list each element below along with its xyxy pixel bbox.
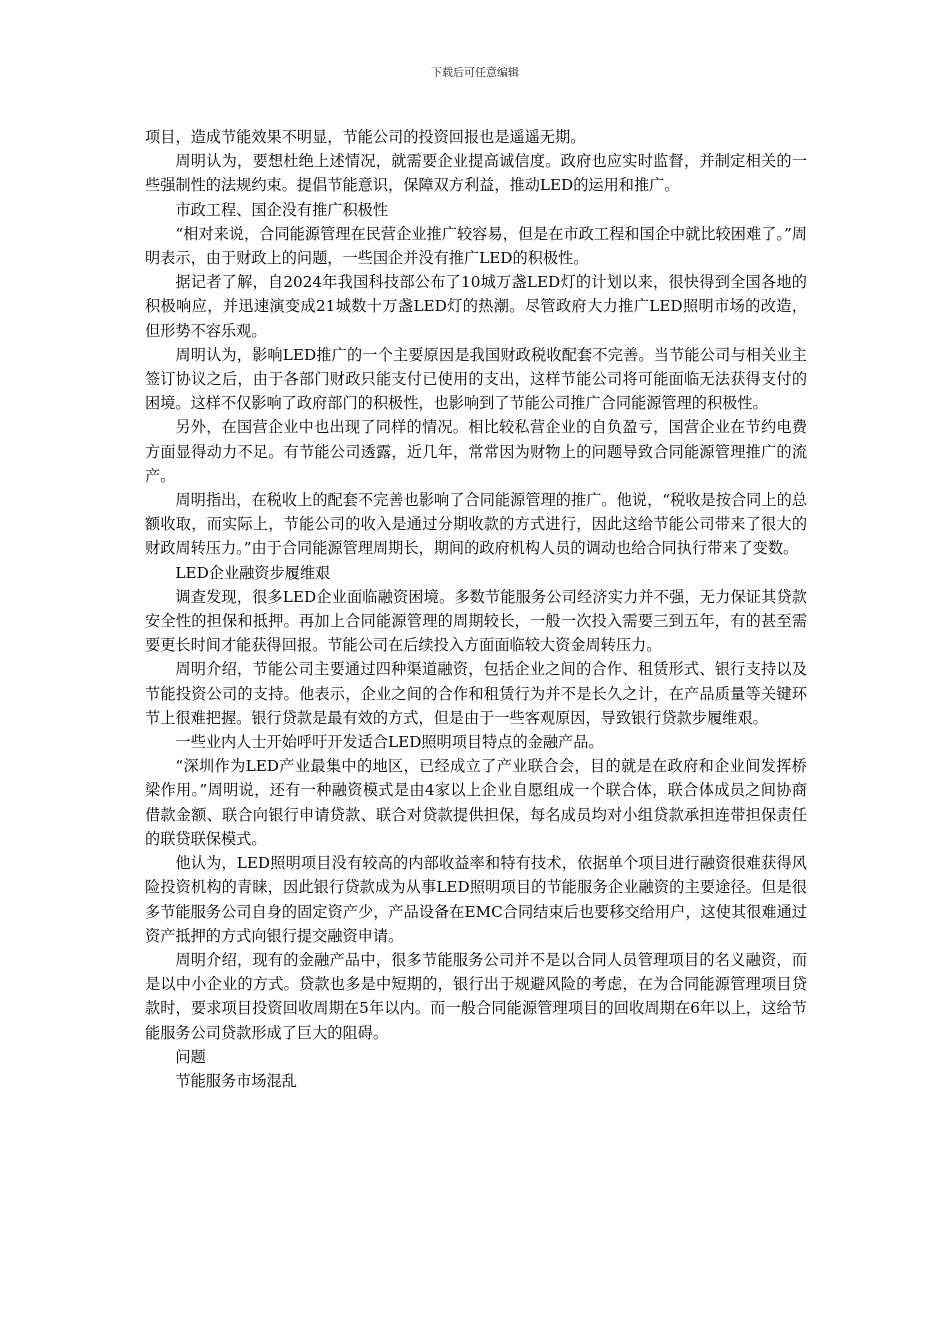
paragraph: 周明介绍，现有的金融产品中，很多节能服务公司并不是以合同人员管理项目的名义融资，而是以中小企业的方式。贷款也多是中短期的，银行出于规避风险的考虑，在为合同能源管理项目贷款时，要求项目投资回收周期在5年以内。而一般合同能源管理项目的回收周期在6年以上，这给节能服务公司贷款形成了巨大的阻碍。 [145,950,807,1042]
section-heading: 市政工程、国企没有推广积极性 [175,200,389,219]
section-heading: LED企业融资步履维艰 [175,563,331,582]
document-body [145,125,807,1093]
paragraph: 项目，造成节能效果不明显，节能公司的投资回报也是遥遥无期。 [145,128,586,146]
paragraph: 周明指出，在税收上的配套不完善也影响了合同能源管理的推广。他说，“税收是按合同上的总额收取，而实际上，节能公司的收入是通过分期收款的方式进行，因此这给节能公司带来了很大的财政周转压力。”由于合同能源管理周期长，期间的政府机构人员的调动也给合同执行带来了变数。 [145,491,807,558]
paragraph: 周明认为，影响LED推广的一个主要原因是我国财政税收配套不完善。当节能公司与相关业主签订协议之后，由于各部门财政只能支付已使用的支出，这样节能公司将可能面临无法获得支付的困境。这样不仅影响了政府部门的积极性，也影响到了节能公司推广合同能源管理的积极性。 [145,345,807,413]
paragraph: 据记者了解，自2024年我国科技部公布了10城万盏LED灯的计划以来，很快得到全国各地的积极响应，并迅速演变成21城数十万盏LED灯的热潮。尽管政府大力推广LED照明市场的改造，但形势不容乐观。 [145,273,807,340]
paragraph: “相对来说，合同能源管理在民营企业推广较容易，但是在市政工程和国企中就比较困难了。”周明表示，由于财政上的问题，一些国企并没有推广LED的积极性。 [145,224,807,268]
paragraph: 他认为，LED照明项目没有较高的内部收益率和特有技术，依据单个项目进行融资很难获得风险投资机构的青睐，因此银行贷款成为从事LED照明项目的节能服务企业融资的主要途径。但是很多节能服务公司自身的固定资产少，产品设备在EMC合同结束后也要移交给用户，这使其很难通过资产抵押的方式向银行提交融资申请。 [145,854,807,945]
section-heading: 节能服务市场混乱 [175,1071,297,1090]
paragraph: “深圳作为LED产业最集中的地区，已经成立了产业联合会，目的就是在政府和企业间发挥桥梁作用。”周明说，还有一种融资模式是由4家以上企业自愿组成一个联合体，联合体成员之间协商借款金额、联合向银行申请贷款、联合对贷款提供担保，每名成员均对小组贷款承担连带担保责任的联贷联保模式。 [145,757,807,848]
paragraph: 周明介绍，节能公司主要通过四种渠道融资，包括企业之间的合作、租赁形式、银行支持以及节能投资公司的支持。他表示，企业之间的合作和租赁行为并不是长久之计，在产品质量等关键环节上很难把握。银行贷款是最有效的方式，但是由于一些客观原因，导致银行贷款步履维艰。 [145,660,807,727]
paragraph: 另外，在国营企业中也出现了同样的情况。相比较私营企业的自负盈亏，国营企业在节约电费方面显得动力不足。有节能公司透露，近几年，常常因为财物上的问题导致合同能源管理推广的流产。 [145,418,807,485]
paragraph: 一些业内人士开始呼吁开发适合LED照明项目特点的金融产品。 [175,733,604,752]
page-header: 下载后可任意编辑 [431,66,519,79]
paragraph: 调查发现，很多LED企业面临融资困境。多数节能服务公司经济实力并不强，无力保证其贷款安全性的担保和抵押。再加上合同能源管理的周期较长，一般一次投入需要三到五年，有的甚至需要更长时间才能获得回报。节能公司在后续投入方面面临较大资金周转压力。 [145,587,807,655]
paragraph: 周明认为，要想杜绝上述情况，就需要企业提高诚信度。政府也应实时监督，并制定相关的一些强制性的法规约束。提倡节能意识，保障双方利益，推动LED的运用和推广。 [145,152,807,195]
section-heading: 问题 [175,1047,206,1066]
